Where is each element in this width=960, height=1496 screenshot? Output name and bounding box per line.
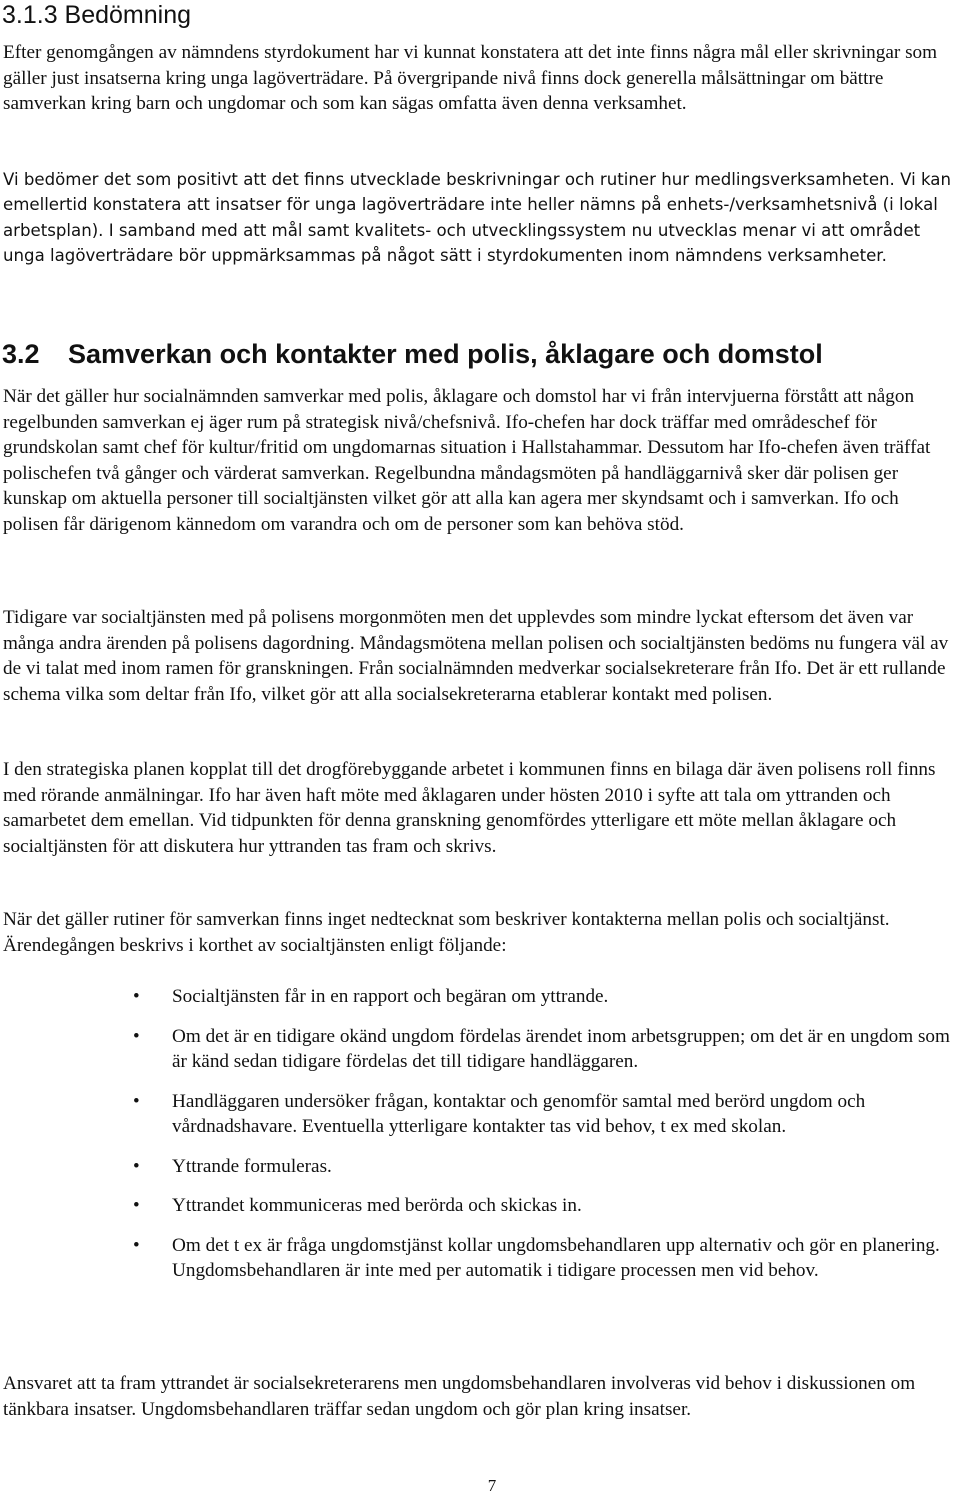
list-item: • Yttrande formuleras. (0, 1154, 952, 1180)
paragraph-32-responsibility: Ansvaret att ta fram yttrandet är socialsekreterarens men ungdomsbehandlaren involveras vid behov i diskussionen om tänkbara insatser. Ungdomsbehandlaren träffar sedan ungdom och gör plan kring insatser. (3, 1373, 916, 1420)
bullet-icon: • (133, 1155, 140, 1177)
paragraph-313-intro: Efter genomgången av nämndens styrdokument har vi kunnat konstatera att det inte finns några mål eller skrivningar som gäller just insatserna kring unga lagöverträdare. På övergripande nivå finns dock generella målsättningar om bättre samverkan kring barn och ungdomar och som kan sägas omfatta även denna verksamhet. (3, 42, 938, 114)
list-item: • Yttrandet kommuniceras med berörda och skickas in. (0, 1193, 952, 1219)
bullet-icon: • (133, 986, 140, 1007)
bullet-icon: • (133, 1195, 140, 1216)
bullet-icon: • (133, 1090, 140, 1112)
page-number: 7 (487, 1476, 497, 1495)
list-item: • Handläggaren undersöker frågan, kontaktar och genomför samtal med berörd ungdom och vårdnadshavare. Eventuella ytterligare kontakter tas vid behov, t ex med skolan. (133, 1090, 866, 1137)
bullet-icon: • (133, 1234, 140, 1256)
list-item: • Om det är en tidigare okänd ungdom fördelas ärendet inom arbetsgruppen; om det är en ungdom som är känd sedan tidigare fördelas det till tidigare handläggaren. (133, 1025, 950, 1072)
section-title: Samverkan och kontakter med polis, åklagare och domstol (68, 339, 823, 369)
paragraph-32-routines: När det gäller rutiner för samverkan finns inget nedtecknat som beskriver kontakterna mellan polis och socialtjänst. Ärendegången beskrivs i korthet av socialtjänsten enligt följande: (3, 909, 890, 956)
paragraph-32-strategic-plan: I den strategiska planen kopplat till det drogförebyggande arbetet i kommunen finns en bilaga där även polisens roll finns med rörande anmälningar. Ifo har även haft möte med åklagaren under hösten 2010 i syfte att tala om yttranden och samarbetet dem emellan. Vid tidpunkten för denna granskning genomfördes ytterligare ett möte mellan åklagare och socialtjänsten för att diskutera hur yttranden tas fram och skrivs. (3, 759, 936, 857)
paragraph-313-assessment: Vi bedömer det som positivt att det finns utvecklade beskrivningar och rutiner hur medlingsverksamheten. Vi kan emellertid konstatera att insatser för unga lagöverträdare inte heller nämns på enhets-/verksamhetsnivå (i lokal arbetsplan). I samband med att mål samt kvalitets- och utvecklingssystem nu utvecklas menar vi att området unga lagöverträdare bör uppmärksammas på något sätt i styrdokumenten inom nämndens verksamheter. (3, 170, 951, 265)
case-flow-list (0, 984, 960, 1298)
list-item: • Om det t ex är fråga ungdomstjänst kollar ungdomsbehandlaren upp alternativ och gör en planering. Ungdomsbehandlaren är inte med per automatik i tidigare processen men vid behov. (133, 1234, 940, 1281)
paragraph-32-cooperation: När det gäller hur socialnämnden samverkar med polis, åklagare och domstol har vi från intervjuerna förstått att någon regelbunden samverkan ej äger rum på strategisk nivå/chefsnivå. Ifo-chefen har dock träffar med områdeschef för grundskolan samt chef för kultur/fritid om ungdomarnas situation i Hallstahammar. Dessutom har Ifo-chefen även träffat polischefen två gånger och värderat samverkan. Regelbundna måndagsmöten på handläggarnivå sker där polisen ger kunskap om aktuella personer till socialtjänsten vilket gör att alla kan agera mer skyndsamt och i samverkan. Ifo och polisen får därigenom kännedom om varandra och om de personer som kan behöva stöd. (3, 386, 931, 535)
paragraph-32-morning-meetings: Tidigare var socialtjänsten med på polisens morgonmöten men det upplevdes som mindre lyckat eftersom det även var många andra ärenden på polisens dagordning. Måndagsmötena mellan polisen och socialtjänsten bedöms nu fungera väl av de vi talat med inom ramen för granskningen. Från socialnämnden medverkar socialsekreterare från Ifo. Det är ett rullande schema vilka som deltar från Ifo, vilket gör att alla socialsekreterarna etablerar kontakt med polisen. (3, 607, 949, 705)
section-heading-3-2 (2, 337, 823, 371)
section-heading-3-1-3: 3.1.3 Bedömning (2, 1, 192, 29)
section-number: 3.2 (2, 339, 40, 369)
list-item: • Socialtjänsten får in en rapport och begäran om yttrande. (0, 984, 952, 1010)
bullet-icon: • (133, 1025, 140, 1047)
